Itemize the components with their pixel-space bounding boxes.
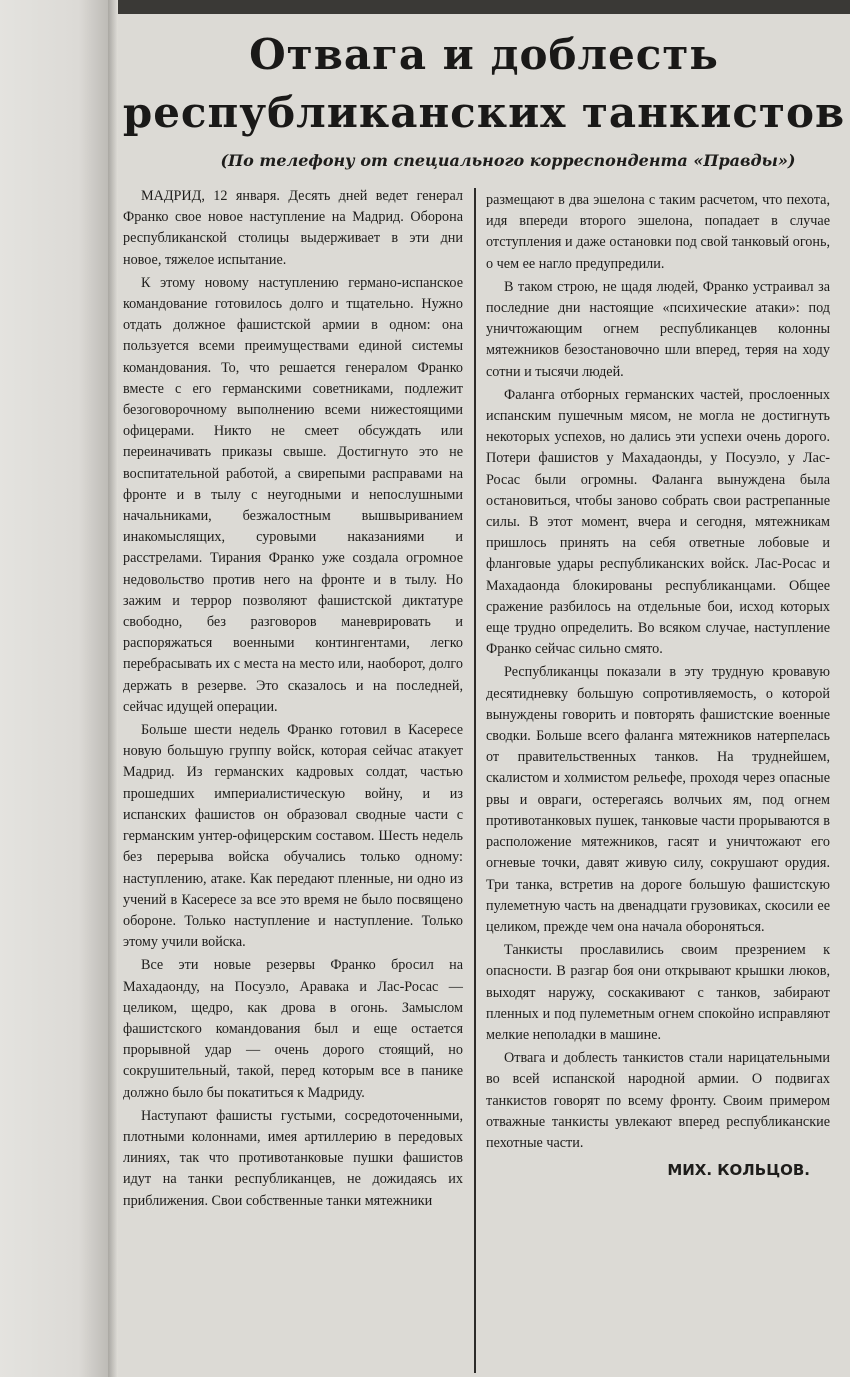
paragraph: Все эти новые резервы Франко бросил на Махадаонду, на Посуэло, Аравака и Лас-Росас — целиком, щедро, как дрова в огонь. Замыслом фашистского командования был и еще остается прорывной удар — очень дорого стоящий, но сокрушительный, такой, перед которым все в панике должно было бы покатиться к Мадриду. bbox=[123, 957, 463, 1101]
paragraph: Республиканцы показали в эту трудную кровавую десятидневку большую сопротивляемость, о которой вынуждены говорить и повторять фашистские военные сводки. Больше всего фаланга мятежников натерпелась от правительственных танков. На труднейшем, скалистом и холмистом рельефе, проходя через опасные рвы и овраги, остерегаясь волчьих ям, под огнем противотанковых пушек, танковые части прорываются в расположение мятежников, гасят и уничтожают его огневые точки, давят живую силу, сокрушают орудия. Три танка, встретив на дороге большую фашистскую пулеметную часть на двенадцати грузовиках, скосили ее целиком, прежде чем она начала обороняться. bbox=[486, 664, 830, 935]
left-column bbox=[123, 186, 463, 1214]
paragraph: Отвага и доблесть танкистов стали нарицательными во всей испанской народной армии. О подвигах танкистов говорят по всему фронту. Своим примером отважные танкисты увлекают вперед республиканские пехотные части. bbox=[486, 1050, 830, 1151]
newspaper-page bbox=[118, 14, 850, 1377]
paragraph: Фаланга отборных германских частей, прослоенных испанским пушечным мясом, не могла не достигнуть некоторых успехов, но дались эти успехи очень дорого. Потери фашистов у Махадаонды, у Посуэло, у Лас-Росас были огромны. Фаланга вынуждена была остановиться, чтобы заново собрать свои растрепанные силы. В этот момент, вчера и сегодня, мятежникам пришлось принять на себя ответные лобовые и фланговые удары республиканских войск. Лас-Росас и Махадаонда блокированы республиканцами. Общее сражение разбилось на отдельные бои, исход которых еще трудно определить. Во всяком случае, наступление Франко сейчас сильно смято. bbox=[486, 386, 830, 658]
paragraph: В таком строю, не щадя людей, Франко устраивал за последние дни настоящие «психические атаки»: под уничтожающим огнем республиканцев колонны мятежников безостановочно шли вперед, теряя на ходу сотни и тысячи людей. bbox=[486, 278, 830, 380]
paragraph: Больше шести недель Франко готовил в Касересе новую большую группу войск, которая сейчас атакует Мадрид. Из германских кадровых солдат, частью прошедших империалистическую войну, и из испанских фашистов он образовал сводные части с германским унтер-офицерским составом. Шесть недель без перерыва войска обучались только одному: наступлению, атаке. Как передают пленные, ни одно из учений в Касересе за все это время не было посвящено обороне. Только наступление и наступление. Только этому учили войска. bbox=[123, 722, 463, 951]
headline-line-2: республиканских танкистов bbox=[122, 88, 846, 137]
paragraph: размещают в два эшелона с таким расчетом, что пехота, идя впереди второго эшелона, попадает в случае отступления и даже остановки под свой танковый огонь, о чем ее нагло предупредили. bbox=[486, 192, 830, 272]
subtitle: (По телефону от специального корреспондента «Правды») bbox=[220, 151, 796, 170]
paragraph: МАДРИД, 12 января. Десять дней ведет генерал Франко свое новое наступление на Мадрид. Оборона республиканской столицы выдерживает в эти дни новое, тяжелое испытание. bbox=[123, 188, 463, 268]
page-fold bbox=[108, 0, 118, 1377]
column-divider bbox=[474, 188, 476, 1373]
author-signature: МИХ. КОЛЬЦОВ. bbox=[667, 1161, 810, 1180]
paragraph: Наступают фашисты густыми, сосредоточенными, плотными колоннами, имея артиллерию в передовых линиях, так что противотанковые пушки фашистов идут на танки республиканцев, не дожидаясь их приближения. Свои собственные танки мятежники bbox=[123, 1107, 463, 1209]
headline-line-1: Отвага и доблесть bbox=[249, 30, 719, 79]
paragraph: Танкисты прославились своим презрением к опасности. В разгар боя они открывают крышки люков, выходят наружу, соскакивают с танков, забирают пленных и под пулеметным огнем спокойно исправляют мелкие неполадки в машине. bbox=[486, 942, 830, 1043]
adjacent-page-edge bbox=[0, 0, 112, 1377]
right-column bbox=[486, 190, 830, 1181]
top-border bbox=[118, 0, 850, 14]
paragraph: К этому новому наступлению германо-испанское командование готовилось долго и тщательно. Нужно отдать должное фашистской армии в одном: она пользуется всеми преимуществами единой системы командования. То, что решается генералом Франко вместе с его германскими советниками, подлежит безоговорочному выполнению всеми нижестоящими офицерами. Никто не смеет обсуждать или переиначивать приказы свыше. Достигнуто это не воспитательной работой, а свирепыми расправами на фронте и в тылу с неугодными и непослушными начальниками, безжалостным вышвыриванием инакомыслящих, суровыми наказаниями и расстрелами. Тирания Франко уже создала огромное недовольство против него на фронте и в тылу. Но зажим и террор позволяют фашистской диктатуре свободно, без разговоров маневрировать и распоряжаться военными контингентами, легко перебрасывать их с места на место или, наоборот, долго держать в резерве. Это сказалось и на последней, сейчас идущей операции. bbox=[123, 274, 463, 715]
